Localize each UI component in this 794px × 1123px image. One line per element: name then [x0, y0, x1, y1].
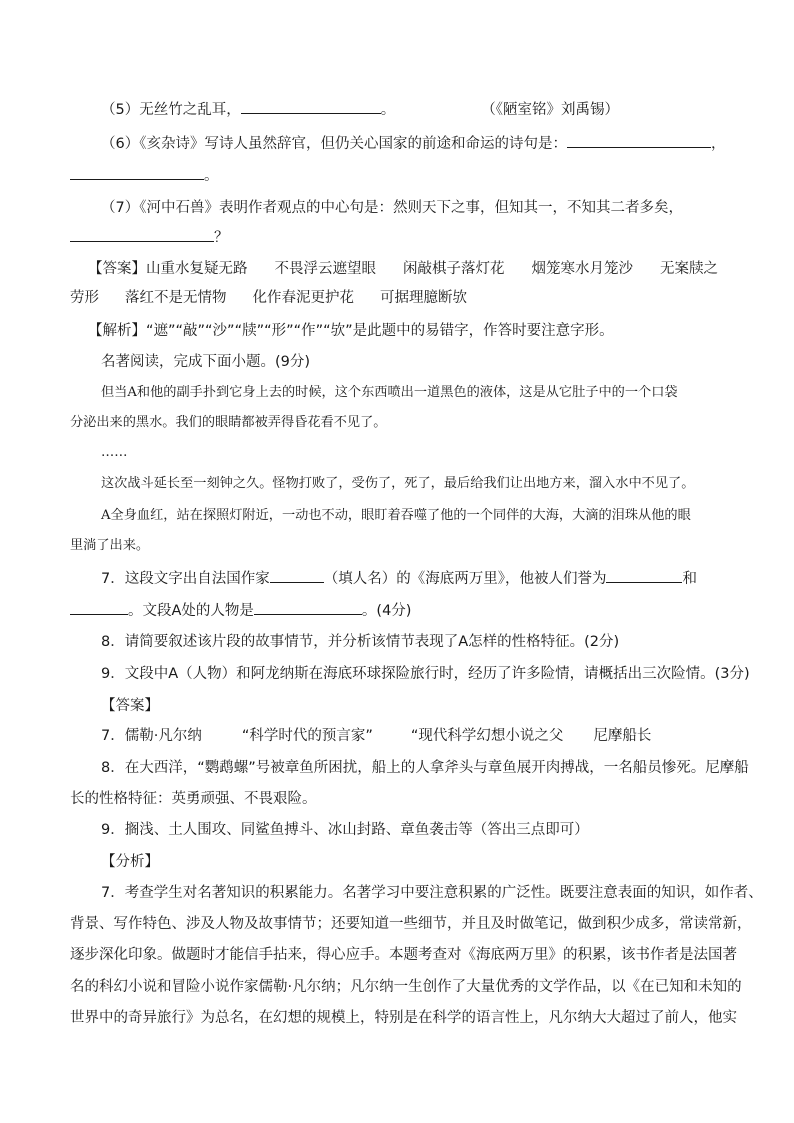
answer-blank	[70, 165, 204, 180]
item-7-continuation	[70, 227, 229, 248]
excerpt-line	[70, 413, 387, 433]
analysis-paragraph	[101, 883, 763, 903]
analysis-text: 背景、写作特色、涉及人物及故事情节；还要知道一些细节，并且及时做笔记，做到积少成多，常读常新，	[70, 916, 752, 932]
item-7-line	[101, 198, 683, 218]
answer-item: 山重水复疑无路	[146, 261, 248, 277]
excerpt-line	[101, 383, 678, 403]
item-5-text: （5）无丝竹之乱耳，	[101, 102, 241, 118]
question-7-continuation	[70, 600, 411, 621]
answer-line-2	[70, 288, 467, 308]
answer-blank	[270, 568, 324, 583]
item-5-period: 。	[380, 102, 396, 118]
answer-line-1	[88, 259, 718, 279]
excerpt-text: 里淌了出来。	[70, 538, 150, 553]
answer-item: 不畏浮云遮望眼	[274, 261, 376, 277]
analysis-text: 逐步深化印象。做题时才能信手拈来，得心应手。本题考查对《海底两万里》的积累，该书作者是法国著	[70, 947, 737, 963]
section-intro	[101, 352, 310, 372]
answer-item: “科学时代的预言家”	[241, 728, 373, 744]
excerpt-line	[101, 506, 691, 526]
answer-item: 落红不是无情物	[125, 290, 227, 306]
analysis-paragraph	[70, 914, 752, 934]
question-7-text: 和	[682, 571, 697, 587]
item-6-period: 。	[204, 168, 219, 184]
item-7-question-mark: ？	[214, 230, 229, 246]
question-7-text: 7．这段文字出自法国作家	[101, 571, 270, 587]
analysis-text: 世界中的奇异旅行》为总名，在幻想的规模上，特别是在科学的语言性上，凡尔纳大大超过了前人，他实	[70, 1010, 737, 1026]
item-5-source: （《陋室铭》刘禹锡）	[481, 102, 619, 118]
question-8-text: 8．请简要叙述该片段的故事情节，并分析该情节表现了A怎样的性格特征。(2分)	[101, 634, 620, 650]
question-9	[101, 664, 750, 684]
answer-blank	[254, 600, 362, 615]
analysis-paragraph	[70, 977, 742, 997]
answer-item: 无案牍之	[660, 261, 718, 277]
analysis-text: 7．考查学生对名著知识的积累能力。名著学习中要注意积累的广泛性。既要注意表面的知识，如作者、	[101, 885, 763, 901]
answer-item: 7．儒勒·凡尔纳	[101, 728, 202, 744]
answer-heading	[101, 696, 159, 716]
excerpt-line	[101, 474, 694, 494]
item-5-line	[101, 99, 619, 120]
analysis-paragraph	[70, 945, 737, 965]
item-6-text: （6）《亥杂诗》写诗人虽然辞官，但仍关心国家的前途和命运的诗句是：	[101, 136, 567, 152]
item-6-line	[101, 133, 725, 154]
answer-9	[101, 820, 589, 840]
question-7-text: 。(4分)	[361, 603, 412, 619]
answer-text: 8．在大西洋，“鹦鹉螺”号被章鱼所困扰，船上的人拿斧头与章鱼展开肉搏战，一名船员惨死。尼摩船	[101, 760, 749, 776]
answer-8-continuation	[70, 789, 317, 809]
answer-7	[101, 726, 651, 746]
excerpt-text: A全身血红，站在探照灯附近，一动也不动，眼盯着吞噬了他的一个同伴的大海，大滴的泪珠从他的眼	[101, 508, 691, 523]
excerpt-ellipsis	[101, 443, 127, 463]
answer-label: 【答案】	[101, 698, 159, 714]
question-7-text: 。文段A处的人物是	[128, 603, 254, 619]
answer-blank	[70, 600, 128, 615]
answer-label: 【答案】	[88, 261, 146, 277]
item-6-continuation	[70, 165, 219, 186]
answer-text: 长的性格特征：英勇顽强、不畏艰险。	[70, 791, 317, 807]
answer-blank	[567, 133, 711, 148]
analysis-paragraph	[70, 1008, 737, 1028]
ellipsis-text: ……	[101, 445, 128, 460]
answer-blank	[606, 568, 682, 583]
excerpt-line	[70, 536, 149, 556]
item-7-text: （7）《河中石兽》表明作者观点的中心句是：然则天下之事，但知其一，不知其二者多矣，	[101, 200, 683, 216]
answer-item: 烟笼寒水月笼沙	[531, 261, 633, 277]
excerpt-text: 这次战斗延长至一刻钟之久。怪物打败了，受伤了，死了，最后给我们让出地方来，溜入水中不见了。	[101, 476, 695, 491]
analysis-text: 【解析】“遮”“敲”“沙”“牍”“形”“作”“欤”是此题中的易错字，作答时要注意字形。	[88, 323, 614, 339]
excerpt-text: 但当A和他的副手扑到它身上去的时候，这个东西喷出一道黑色的液体，这是从它肚子中的一个口袋	[101, 385, 678, 400]
analysis-label: 【分析】	[101, 854, 159, 870]
answer-blank	[70, 227, 214, 242]
analysis-heading	[101, 852, 159, 872]
answer-item: 劳形	[70, 290, 99, 306]
section-intro-text: 名著阅读，完成下面小题。(9分)	[101, 354, 311, 370]
question-8	[101, 632, 619, 652]
question-7-text: （填人名）的《海底两万里》，他被人们誉为	[323, 571, 607, 587]
answer-item: 尼摩船长	[593, 728, 652, 744]
item-6-comma: ，	[710, 136, 726, 152]
answer-8	[101, 758, 749, 778]
excerpt-text: 分泌出来的黑水。我们的眼睛都被弄得昏花看不见了。	[70, 415, 387, 430]
analysis-text: 名的科幻小说和冒险小说作家儒勒·凡尔纳；凡尔纳一生创作了大量优秀的文学作品，以《在已知和未知的	[70, 979, 742, 995]
question-7	[101, 568, 697, 589]
answer-item: 闲敲棋子落灯花	[403, 261, 505, 277]
answer-item: “现代科学幻想小说之父	[410, 728, 564, 744]
answer-text: 9．搁浅、土人围攻、同鲨鱼搏斗、冰山封路、章鱼袭击等（答出三点即可）	[101, 822, 589, 838]
analysis-line	[88, 321, 614, 341]
question-9-text: 9．文段中A（人物）和阿龙纳斯在海底环球探险旅行时，经历了许多险情，请概括出三次险情。(3分)	[101, 666, 750, 682]
answer-item: 可据理臆断欤	[380, 290, 467, 306]
answer-blank	[241, 99, 381, 114]
answer-item: 化作春泥更护花	[252, 290, 354, 306]
